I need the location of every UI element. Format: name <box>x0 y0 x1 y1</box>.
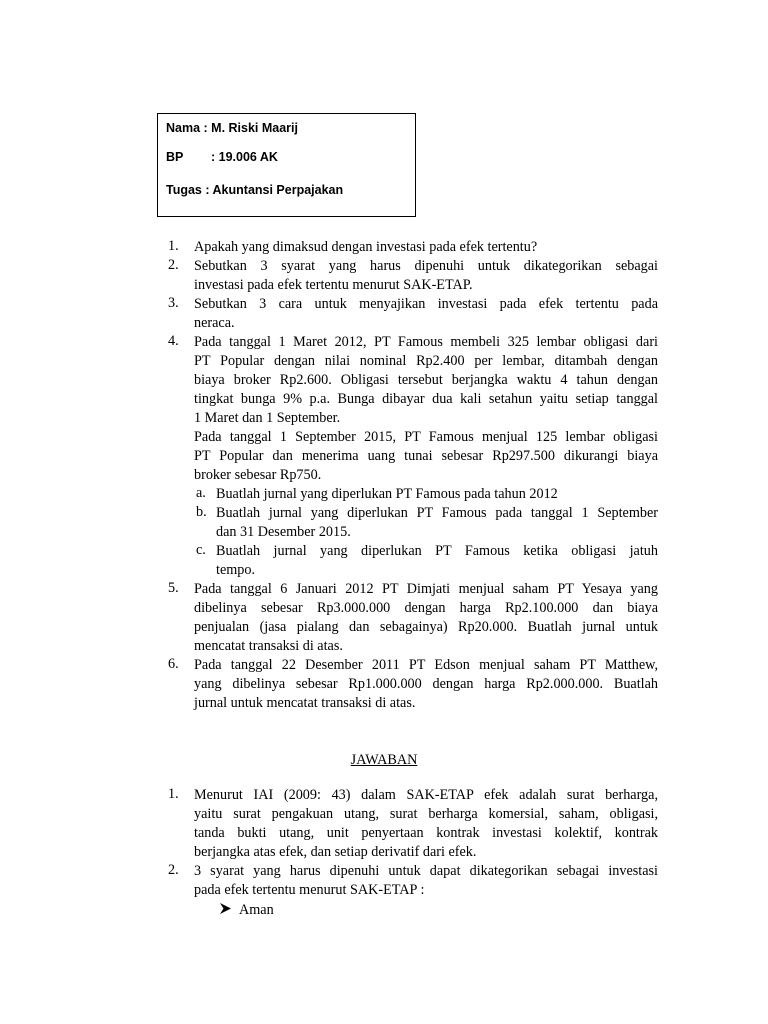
answer-line: Menurut IAI (2009: 43) dalam SAK-ETAP efek adalah surat berharga, <box>194 787 658 803</box>
sub-question-item <box>0 485 768 504</box>
answers-heading-text: JAWABAN <box>350 752 418 768</box>
answer-line: 3 syarat yang harus dipenuhi untuk dapat dikategorikan sebagai investasi <box>194 863 658 879</box>
question-line: investasi pada efek tertentu menurut SAK-ETAP. <box>194 277 473 293</box>
answer-list <box>0 786 768 900</box>
question-line: neraca. <box>194 315 235 331</box>
question-line: dibelinya sebesar Rp3.000.000 dengan harga Rp2.100.000 dan biaya <box>194 600 658 616</box>
student-name: Nama : M. Riski Maarij <box>166 121 298 135</box>
question-line: jurnal untuk mencatat transaksi di atas. <box>194 695 416 711</box>
answer-line: pada efek tertentu menurut SAK-ETAP : <box>194 882 425 898</box>
question-line: penjualan (jasa pialang dan sebagainya) Rp20.000. Buatlah jurnal untuk <box>194 619 658 635</box>
bp-value: : 19.006 AK <box>211 150 278 164</box>
student-bp <box>166 150 278 164</box>
question-line: Pada tanggal 1 Maret 2012, PT Famous membeli 325 lembar obligasi dari <box>194 334 658 350</box>
question-number: 5. <box>168 580 179 596</box>
question-line: Sebutkan 3 syarat yang harus dipenuhi untuk dikategorikan sebagai <box>194 258 658 274</box>
question-item <box>0 295 768 333</box>
question-line: PT Popular dengan nilai nominal Rp2.400 per lembar, ditambah dengan <box>194 353 658 369</box>
question-line: biaya broker Rp2.600. Obligasi tersebut berjangka waktu 4 tahun dengan <box>194 372 658 388</box>
question-line: Apakah yang dimaksud dengan investasi pada efek tertentu? <box>194 239 538 255</box>
sub-question-line: Buatlah jurnal yang diperlukan PT Famous ketika obligasi jatuh <box>216 543 658 559</box>
sub-question-label: b. <box>196 504 207 520</box>
sub-question-line: Buatlah jurnal yang diperlukan PT Famous pada tahun 2012 <box>216 486 558 502</box>
sub-question-item <box>0 504 768 542</box>
student-identity-box <box>157 113 416 217</box>
question-number: 4. <box>168 333 179 349</box>
sub-question-label: c. <box>196 542 206 558</box>
answer-line: tanda bukti utang, unit penyertaan kontrak investasi kolektif, kontrak <box>194 825 658 841</box>
question-line: Pada tanggal 22 Desember 2011 PT Edson menjual saham PT Matthew, <box>194 657 658 673</box>
question-number: 1. <box>168 238 179 254</box>
question-item <box>0 257 768 295</box>
answers-heading <box>0 752 768 769</box>
bp-label: BP <box>166 150 184 164</box>
question-item <box>0 580 768 656</box>
arrowhead-bullet-icon <box>220 902 231 919</box>
sub-question-item <box>0 542 768 580</box>
answer-bullet-text: Aman <box>239 902 274 918</box>
question-number: 6. <box>168 656 179 672</box>
sub-question-line: dan 31 Desember 2015. <box>216 524 351 540</box>
question-item <box>0 656 768 713</box>
question-number: 3. <box>168 295 179 311</box>
sub-question-line: Buatlah jurnal yang diperlukan PT Famous pada tanggal 1 September <box>216 505 658 521</box>
answer-number: 2. <box>168 862 179 878</box>
answer-number: 1. <box>168 786 179 802</box>
question-line: PT Popular dan menerima uang tunai sebesar Rp297.500 dikurangi biaya <box>194 448 658 464</box>
question-line: Pada tanggal 1 September 2015, PT Famous menjual 125 lembar obligasi <box>194 429 658 445</box>
question-list <box>0 238 768 713</box>
question-line: yang dibelinya sebesar Rp1.000.000 dengan harga Rp2.000.000. Buatlah <box>194 676 658 692</box>
question-item <box>0 238 768 257</box>
sub-question-line: tempo. <box>216 562 256 578</box>
question-line: mencatat transaksi di atas. <box>194 638 343 654</box>
question-item <box>0 333 768 580</box>
question-line: tingkat bunga 9% p.a. Bunga dibayar dua kali setahun yaitu setiap tanggal <box>194 391 658 407</box>
assignment-title: Tugas : Akuntansi Perpajakan <box>166 183 344 197</box>
answer-bullet-item <box>220 902 274 919</box>
question-line: Pada tanggal 6 Januari 2012 PT Dimjati menjual saham PT Yesaya yang <box>194 581 658 597</box>
answer-item <box>0 786 768 862</box>
question-line: Sebutkan 3 cara untuk menyajikan investasi pada efek tertentu pada <box>194 296 658 312</box>
answer-line: berjangka atas efek, dan setiap derivatif dari efek. <box>194 844 477 860</box>
question-line: 1 Maret dan 1 September. <box>194 410 341 426</box>
sub-question-label: a. <box>196 485 206 501</box>
answer-line: yaitu surat pengakuan utang, surat berharga komersial, saham, obligasi, <box>194 806 658 822</box>
question-number: 2. <box>168 257 179 273</box>
answer-item <box>0 862 768 900</box>
question-line: broker sebesar Rp750. <box>194 467 322 483</box>
